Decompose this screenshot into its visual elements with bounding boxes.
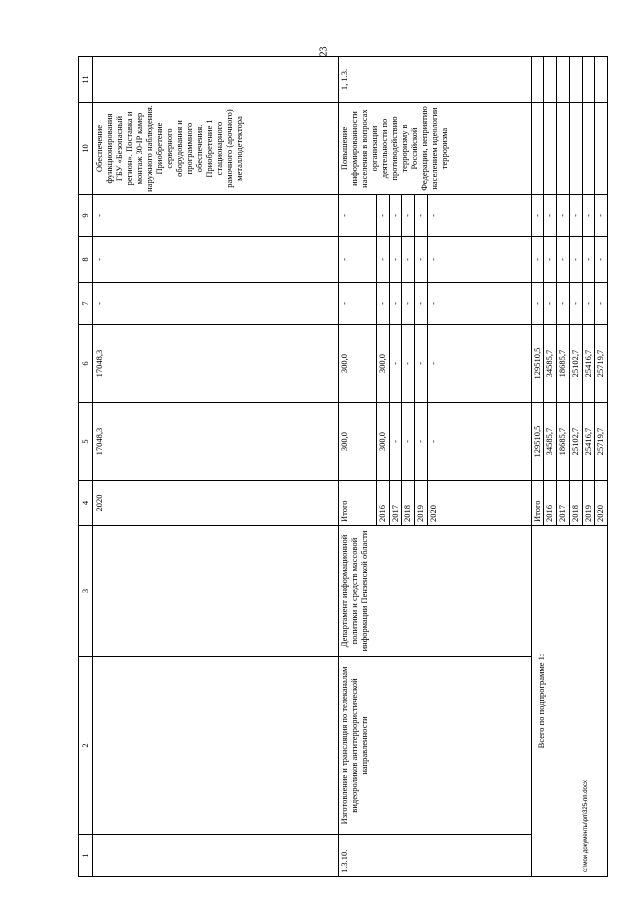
amount-federal-cell: - [376, 283, 389, 325]
cell-empty [557, 103, 570, 195]
table-row [338, 57, 376, 877]
amount-total-cell: - [389, 403, 402, 481]
amount-total-cell: 25416,7 [582, 403, 595, 481]
header-cell: 8 [79, 237, 93, 283]
year-cell: 2016 [544, 481, 557, 526]
amount-federal-cell: - [389, 283, 402, 325]
footer-file-path: c:\мои документы\рп\325-пп.docx [583, 780, 589, 872]
amount-total-cell: 17048,3 [92, 403, 338, 481]
amount-total-cell: 129510,5 [531, 403, 544, 481]
year-cell: 2018 [569, 481, 582, 526]
amount-local-cell: - [569, 237, 582, 283]
cell-empty [582, 103, 595, 195]
total-label: Всего по подпрограмме 1: [531, 526, 607, 877]
cell-empty [595, 57, 608, 103]
amount-other-cell: - [402, 195, 415, 237]
year-cell: 2018 [402, 481, 415, 526]
page-number: 23 [318, 46, 330, 57]
cell-empty [569, 57, 582, 103]
amount-other-cell: - [92, 195, 338, 237]
amount-regional-cell: 18685,7 [557, 325, 570, 403]
ref-cell [92, 57, 338, 103]
cell-empty [582, 57, 595, 103]
amount-total-cell: - [427, 403, 531, 481]
item-number: 1.3.10. [338, 835, 531, 877]
cell-empty [531, 103, 544, 195]
amount-regional-cell: - [415, 325, 428, 403]
amount-total-cell: 25102,7 [569, 403, 582, 481]
item-executor: Департамент информационной политики и средств массовой информации Пензенской области [338, 526, 531, 657]
amount-federal-cell: - [415, 283, 428, 325]
amount-regional-cell: - [427, 325, 531, 403]
header-cell: 6 [79, 325, 93, 403]
amount-other-cell: - [569, 195, 582, 237]
amount-regional-cell: - [402, 325, 415, 403]
amount-local-cell: - [531, 237, 544, 283]
cell-empty [92, 835, 338, 877]
amount-total-cell: 18685,7 [557, 403, 570, 481]
amount-total-cell: 34585,7 [544, 403, 557, 481]
amount-other-cell: - [376, 195, 389, 237]
amount-local-cell: - [557, 237, 570, 283]
amount-total-cell: - [415, 403, 428, 481]
year-cell: 2019 [415, 481, 428, 526]
cell-empty [92, 657, 338, 835]
amount-regional-cell: 25719,7 [595, 325, 608, 403]
amount-other-cell: - [427, 195, 531, 237]
cell-empty [92, 526, 338, 657]
table-row-prev [92, 57, 338, 877]
amount-other-cell: - [582, 195, 595, 237]
cell-empty [557, 57, 570, 103]
year-cell: Итого [338, 481, 376, 526]
year-cell: 2020 [595, 481, 608, 526]
amount-local-cell: - [376, 237, 389, 283]
year-cell: 2017 [389, 481, 402, 526]
program-table-rotated [78, 57, 608, 877]
amount-federal-cell: - [338, 283, 376, 325]
indicator-cell: Повышение информированности населения в вопросах организации деятельности по противодействию терроризму в Российской Федерации, неприятию населением идеологии терроризма [338, 103, 531, 195]
amount-regional-cell: 17048,3 [92, 325, 338, 403]
amount-other-cell: - [531, 195, 544, 237]
amount-other-cell: - [338, 195, 376, 237]
amount-total-cell: 300,0 [376, 403, 389, 481]
amount-federal-cell: - [557, 283, 570, 325]
amount-federal-cell: - [427, 283, 531, 325]
amount-local-cell: - [92, 237, 338, 283]
year-cell: 2020 [427, 481, 531, 526]
amount-federal-cell: - [582, 283, 595, 325]
header-cell: 1 [79, 835, 93, 877]
amount-local-cell: - [544, 237, 557, 283]
amount-regional-cell: 300,0 [376, 325, 389, 403]
item-name: Изготовление и трансляция по телеканалам видеороликов антитеррористической направленности [338, 657, 531, 835]
header-cell: 5 [79, 403, 93, 481]
year-cell: 2020 [92, 481, 338, 526]
amount-federal-cell: - [92, 283, 338, 325]
amount-federal-cell: - [531, 283, 544, 325]
amount-total-cell: 300,0 [338, 403, 376, 481]
amount-other-cell: - [595, 195, 608, 237]
total-row [531, 57, 544, 877]
amount-regional-cell: 300,0 [338, 325, 376, 403]
program-table [78, 56, 608, 877]
amount-regional-cell: - [389, 325, 402, 403]
amount-total-cell: 25719,7 [595, 403, 608, 481]
amount-other-cell: - [557, 195, 570, 237]
indicator-cell: Обеспечение функционирования ГБУ «Безопасный регион». Поставка и монтаж 30-IP камер наружного наблюдения. Приобретение серверного оборудования и программного обеспечения. Приобретение 1 стационарного рамочного (арочного) металлодетектора [92, 103, 338, 195]
cell-empty [531, 57, 544, 103]
amount-federal-cell: - [402, 283, 415, 325]
cell-empty [569, 103, 582, 195]
amount-federal-cell: - [569, 283, 582, 325]
amount-local-cell: - [427, 237, 531, 283]
amount-local-cell: - [389, 237, 402, 283]
amount-regional-cell: 25102,7 [569, 325, 582, 403]
year-cell: 2019 [582, 481, 595, 526]
amount-local-cell: - [595, 237, 608, 283]
header-cell: 11 [79, 57, 93, 103]
header-cell: 4 [79, 481, 93, 526]
ref-cell: 1, 1.3. [338, 57, 531, 103]
header-cell: 10 [79, 103, 93, 195]
amount-local-cell: - [415, 237, 428, 283]
amount-other-cell: - [544, 195, 557, 237]
amount-other-cell: - [415, 195, 428, 237]
amount-other-cell: - [389, 195, 402, 237]
header-cell: 3 [79, 526, 93, 657]
amount-regional-cell: 129510,5 [531, 325, 544, 403]
cell-empty [595, 103, 608, 195]
amount-local-cell: - [582, 237, 595, 283]
header-row [79, 57, 93, 877]
year-cell: 2017 [557, 481, 570, 526]
header-cell: 2 [79, 657, 93, 835]
amount-local-cell: - [402, 237, 415, 283]
cell-empty [544, 57, 557, 103]
amount-federal-cell: - [544, 283, 557, 325]
amount-federal-cell: - [595, 283, 608, 325]
year-cell: Итого [531, 481, 544, 526]
amount-regional-cell: 34585,7 [544, 325, 557, 403]
header-cell: 9 [79, 195, 93, 237]
header-cell: 7 [79, 283, 93, 325]
year-cell: 2016 [376, 481, 389, 526]
amount-local-cell: - [338, 237, 376, 283]
amount-regional-cell: 25416,7 [582, 325, 595, 403]
amount-total-cell: - [402, 403, 415, 481]
cell-empty [544, 103, 557, 195]
